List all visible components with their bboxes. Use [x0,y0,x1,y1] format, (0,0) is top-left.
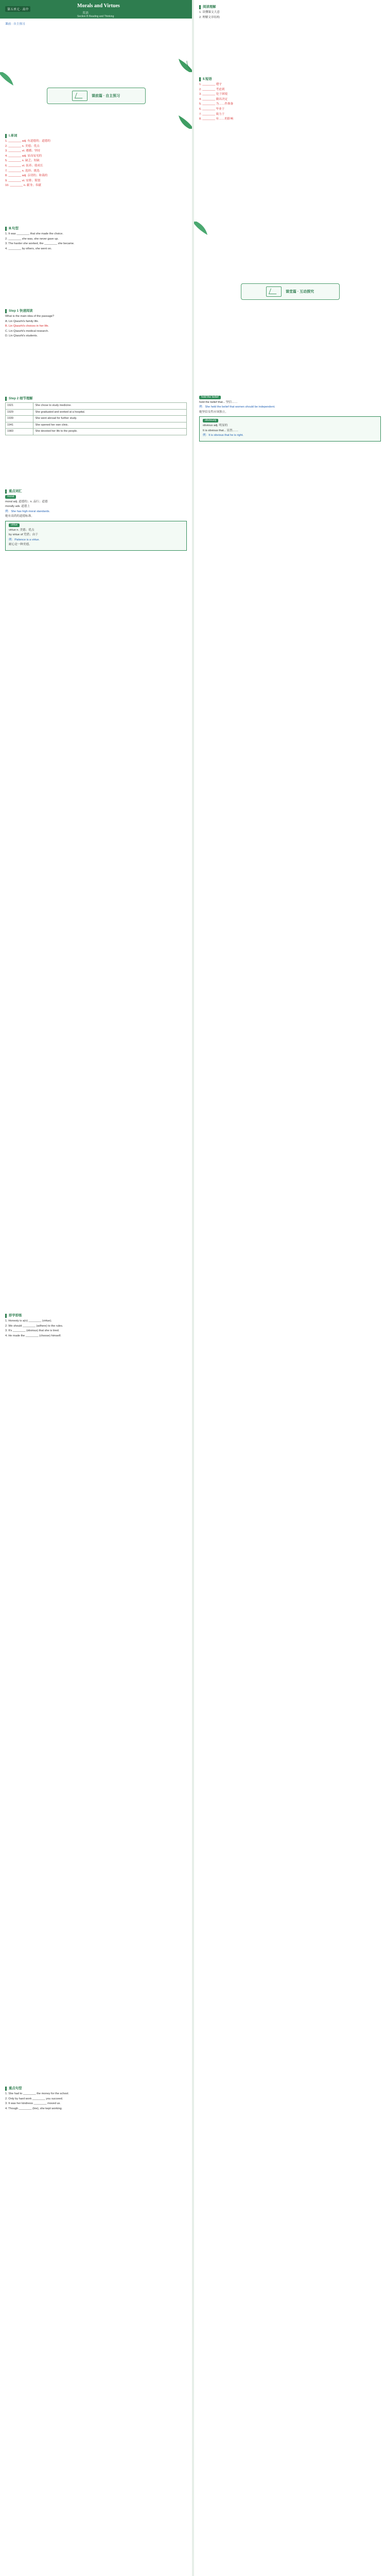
focus-word-tag: obviously [203,419,218,422]
phrase-heading: Ⅱ.短语 [199,77,381,81]
vocab-item: 5. ________ n. 缺乏；短缺 [5,159,40,163]
preview-banner [47,88,146,104]
phrase-item: 3. ________ 处于困境 [199,93,228,96]
reading-option: C. Lin Qiaozhi's medical research. [5,329,49,333]
reading-option: B. Lin Qiaozhi's choices in her life. [5,325,49,328]
focus-line: 例：She has high moral standards. [5,510,50,513]
focus-line: morally adv. 道德上 [5,505,30,509]
phrase-item: 5. ________ 为……作准备 [199,103,234,106]
preview-banner-label: 课前篇 · 自主预习 [91,94,120,98]
leaf-decoration-icon [171,113,192,129]
focus-word-tag: hold the belief [199,396,221,399]
vocab-slide [0,129,192,222]
leaf-decoration-icon [171,57,192,73]
focus-line: 例：She held the belief that women should be independent. [199,405,275,409]
focus-word-tag: virtue [9,523,20,527]
focus-line: 她有高尚的道德标准。 [5,515,34,518]
content-body [194,1309,386,1316]
phrase-item: 7. ________ 致力于 [199,112,225,116]
focus-line: by virtue of 凭借；由于 [9,533,38,537]
leaf-decoration-icon [0,72,21,88]
sentences-body [0,222,192,255]
vocab-item: 7. ________ n. 选择；挑选 [5,169,40,173]
phrase-slide [194,72,386,222]
focus-line: obvious adj. 明显的 [203,423,228,427]
focus-line: 例：Patience is a virtue. [9,538,40,541]
reading-slide [0,304,192,392]
objectives-heading: 阅读理解 [199,5,381,9]
focus-line: 耐心是一种美德。 [9,543,32,547]
focus-line: It is obvious that... 显然…… [203,429,239,432]
reading-question: What is the main idea of the passage? [5,315,55,318]
detail-slide [0,392,192,485]
phrase-item: 4. ________ 做出决定 [199,97,228,101]
grammar-item: 1. She had to ________ the money for the school. [5,2092,69,2095]
objective-item: 1. 读懂课文大意 [199,11,220,14]
cover-body [0,19,192,31]
cover-tip: 课前 · 自主预习 [5,23,25,26]
sentences-heading: Ⅲ.句型 [5,227,187,231]
practice-slide [0,1309,192,2082]
cover-title: Morals and Virtues [77,3,120,9]
practice-item: 2. We should ________ (adhere) to the rules. [5,1324,63,1328]
objectives-slide [194,0,386,73]
table-row: 1983 She devoted her life to the people. [6,429,187,435]
vocab-item: 1. ________ adj. 有道德的；道德的 [5,140,50,143]
interactive-banner [241,283,340,300]
right-column [194,0,386,2576]
objective-item: 2. 理解文章结构 [199,15,220,19]
objectives-body [194,0,386,24]
table-row: 1941 She opened her own clinic. [6,422,187,429]
sentence-item: 4. ________ by others, she went on. [5,247,52,250]
phrase-item: 1. ________ 遵守 [199,83,222,86]
cover-unit: Section B Reading and Thinking [77,15,114,18]
focus-line: 她坚信女性应该独立。 [199,410,228,414]
cover-slide [0,0,192,73]
vocab-heading: Ⅰ.单词 [5,134,187,138]
table-row: 1921 She chose to study medicine. [6,403,187,410]
sentence-item: 2. ________ she was, she never gave up. [5,237,59,241]
phrase-item: 6. ________ 毕业于 [199,107,225,111]
left-column [0,0,192,2576]
interactive-banner-label: 课堂篇 · 互动探究 [285,290,314,294]
sentence-item: 1. It was ________ that she made the choice. [5,232,63,235]
vocab-item: 6. ________ vt. 抚养；使成长 [5,164,43,167]
detail-heading: Step 2 细节理解 [5,397,187,401]
focus-line: 例：It is obvious that he is right. [203,434,243,437]
table-row: 1929 She graduated and worked at a hospital. [6,409,187,416]
focus-continued-body [194,392,386,447]
grammar-heading: 重点句型 [5,2087,187,2091]
vocab-item: 2. ________ n. 美德；优点 [5,144,40,148]
grammar-item: 4. Though ________ (tire), she kept working. [5,2107,63,2110]
cover-badge: 第五单元 · 高中 [5,6,30,12]
reading-option: D. Lin Qiaozhi's students. [5,334,38,338]
practice-heading: 即学即练 [5,1314,187,1318]
cover-subtitle: 英语 [82,12,89,15]
reading-option: A. Lin Qiaozhi's family life. [5,319,39,323]
focus-continued-slide [194,392,386,1309]
table-row: 1939 She went abroad for further study. [6,416,187,422]
book-icon [72,91,87,101]
focus-body [0,484,192,556]
detail-body [0,392,192,438]
interactive-banner-slide [194,222,386,392]
focus-slide [0,484,192,1309]
vocab-item: 3. ________ vt. 遵循；坚持 [5,149,41,153]
practice-body [0,1309,192,1342]
phrase-body [194,72,386,126]
focus-word-tag: moral [5,495,16,499]
vocab-item: 10. ________ n. 献身；奉献 [5,184,41,188]
leaf-decoration-icon [194,222,215,237]
cover-header [0,0,192,19]
timeline-table [5,402,187,435]
vocab-item: 4. ________ adj. 显而易见的 [5,154,42,158]
reading-body [0,304,192,343]
vocab-item: 9. ________ vt. 安排；策划 [5,179,41,182]
reading-heading: Step 1 快速阅读 [5,309,187,313]
book-icon [266,286,282,297]
phrase-item: 2. ________ 考虑到 [199,88,225,91]
grammar-body [0,2081,192,2115]
sentences-slide [0,222,192,304]
focus-heading: 重点词汇 [5,489,187,494]
vocab-item: 8. ________ adj. 亲切的；和蔼的 [5,174,48,178]
grammar-item: 2. Only by hard work ________ you succeed. [5,2097,63,2100]
practice-item: 1. Honesty is a(n) ________ (virtue). [5,1319,52,1323]
sentence-item: 3. The harder she worked, the ________ she became. [5,242,75,246]
grammar-slide [0,2081,192,2576]
preview-banner-slide [0,72,192,129]
vocab-body [0,129,192,192]
focus-line: virtue n. 美德；优点 [9,528,34,532]
phrase-item: 8. ________ 有……的影响 [199,117,234,121]
content-slide [194,1309,386,2576]
grammar-item: 3. It was her kindness ________ moved us. [5,2102,61,2106]
focus-line: hold the belief that... 坚信…… [199,400,238,404]
practice-item: 3. It's ________ (obvious) that she is tired. [5,1329,60,1333]
focus-line: moral adj. 道德的；n. 品行；道德 [5,500,48,503]
focus-box [5,521,187,551]
practice-item: 4. He made the ________ (choose) himself. [5,1334,61,1337]
focus-box [199,416,381,441]
